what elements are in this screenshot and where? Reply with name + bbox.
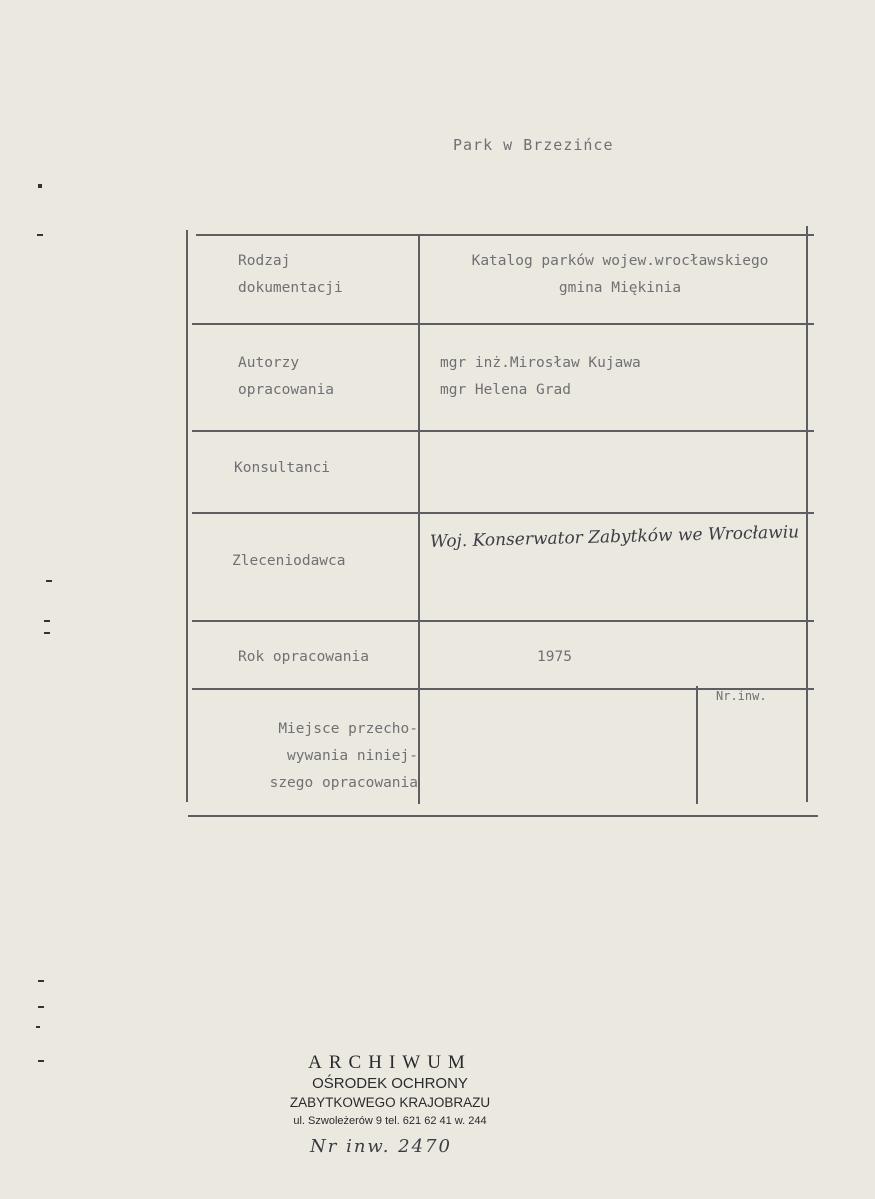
table-right-border: [806, 226, 808, 802]
stamp-line: OŚRODEK OCHRONY: [312, 1075, 468, 1092]
table-bottom-line: [188, 815, 818, 817]
table-row-value: 1975: [537, 649, 572, 665]
inventory-number-label: Nr.inw.: [716, 689, 767, 703]
table-column-divider: [418, 234, 420, 804]
margin-mark: [44, 620, 50, 622]
table-top-line: [196, 234, 814, 236]
table-row-divider: [192, 323, 814, 325]
margin-mark: [44, 632, 50, 634]
stamp-line: ZABYTKOWEGO KRAJOBRAZU: [289, 1095, 491, 1110]
table-row-value: mgr inż.Mirosław Kujawa mgr Helena Grad: [440, 355, 641, 398]
margin-mark: [46, 580, 52, 582]
handwritten-commissioner: Woj. Konserwator Zabytków we Wrocławiu: [429, 522, 800, 552]
margin-mark: [38, 184, 42, 188]
table-row-label: Rok opracowania: [238, 649, 369, 665]
margin-mark: [38, 980, 44, 982]
archive-stamp: [270, 1052, 510, 1130]
table-row-value: Katalog parków wojew.wrocławskiego gmina Miękinia: [471, 253, 769, 296]
table-row-divider: [192, 512, 814, 514]
table-row-label: Miejsce przecho- wywania niniej- szego opracowania: [269, 721, 418, 791]
table-row-label: Konsultanci: [234, 460, 331, 476]
table-row-label: Zleceniodawca: [232, 553, 346, 569]
stamp-line: ARCHIWUM: [308, 1052, 472, 1073]
margin-mark: [37, 234, 43, 236]
table-row-divider: [192, 620, 814, 622]
handwritten-inventory-note: Nr inw. 2470: [310, 1136, 452, 1157]
margin-mark: [38, 1006, 44, 1008]
document-title: Park w Brzezińce: [453, 136, 614, 154]
table-row-label: Autorzy opracowania: [238, 355, 335, 398]
table-left-border: [186, 230, 188, 802]
inventory-column-divider: [696, 686, 698, 804]
margin-mark: [38, 1060, 44, 1062]
table-row-divider: [192, 430, 814, 432]
table-row-label: Rodzaj dokumentacji: [238, 253, 343, 296]
margin-mark: [36, 1026, 40, 1028]
stamp-line: ul. Szwoleżerów 9 tel. 621 62 41 w. 244: [293, 1115, 487, 1127]
